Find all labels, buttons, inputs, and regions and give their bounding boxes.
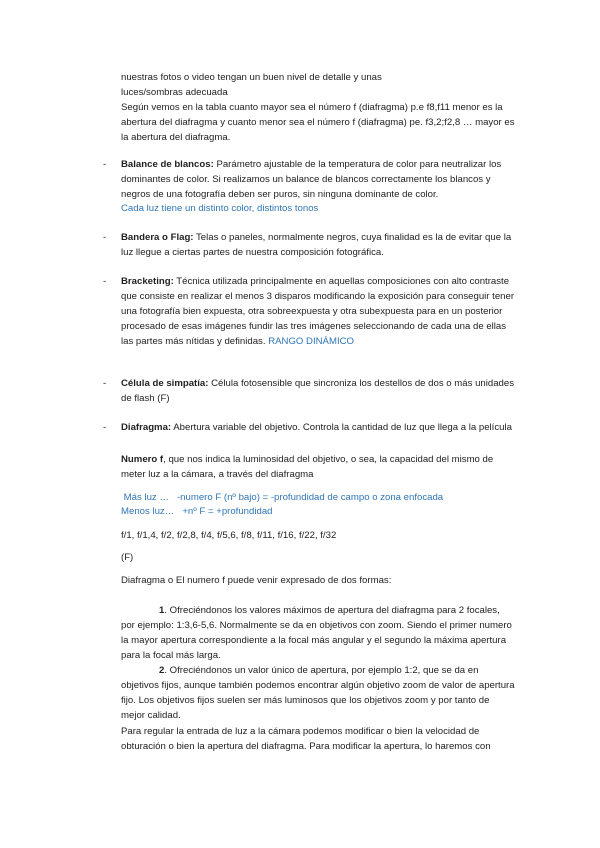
form-1-number: 1 (159, 605, 165, 616)
form-2-text: . Ofreciéndonos un valor único de apertura, por ejemplo 1:2, que se da en objetivos fijos, aunque también podemos encontrar algún objetivo zoom de valor de apertura fijo. Los objetivos fijos suelen ser más luminosos que los objetivos zoom y por tanto de mejor calidad. (121, 665, 515, 721)
bracketing-term: Bracketing: (121, 276, 174, 287)
closing-paragraph: Para regular la entrada de luz a la cámara podemos modificar o bien la velocidad de obturación o bien la apertura del diafragma. Para modificar la apertura, lo haremos con (121, 726, 491, 752)
luz-note-2: Menos luz… +nº F = +profundidad (121, 506, 273, 517)
f-stops-list: f/1, f/1,4, f/2, f/2,8, f/4, f/5,6, f/8, f/11, f/16, f/22, f/32 (121, 530, 337, 541)
bracketing-text: Técnica utilizada principalmente en aquellas composiciones con alto contraste que consiste en realizar el menos 3 disparos modificando la exposición para conseguir tener una fotografía bien expuesta, otra sobreexpuesta y otra subexpuesta para en un posterior procesado de esas imágenes fundir las tres imágenes seleccionando de cada una de ellas las partes más nítidas y definidas. (121, 276, 515, 347)
rango-dinamico-link[interactable]: RANGO DINÁMICO (268, 336, 355, 347)
bullet-dash: - (103, 159, 107, 170)
bandera-item (121, 230, 516, 260)
form-2-paragraph (121, 663, 516, 723)
balance-term: Balance de blancos: (121, 159, 214, 170)
bracketing-item (121, 274, 516, 349)
form-1-paragraph (121, 603, 516, 663)
balance-de-blancos-item (121, 157, 516, 202)
intro-line-1: nuestras fotos o video tengan un buen nivel de detalle y unas (121, 72, 382, 83)
diafragma-term: Diafragma: (121, 422, 172, 433)
celula-text: Célula fotosensible que sincroniza los destellos de dos o más unidades de flash (F) (121, 378, 515, 404)
bullet-dash: - (103, 232, 107, 243)
diafragma-text: Abertura variable del objetivo. Controla la cantidad de luz que llega a la película (171, 422, 512, 433)
form-1-text: . Ofreciéndonos los valores máximos de apertura del diafragma para 2 focales, por ejemplo: 1:3,6-5,6. Normalmente se da en objetivos con zoom. Siendo el primer numero la mayor apertura correspondiente a la focal más angular y el segundo la máxima apertura para la focal más larga. (121, 605, 512, 661)
numero-f-term: Numero f (121, 454, 164, 465)
celula-term: Célula de simpatía: (121, 378, 209, 389)
forms-intro: Diafragma o El numero f puede venir expresado de dos formas: (121, 575, 392, 586)
numero-f-paragraph (121, 452, 516, 482)
bullet-dash: - (103, 422, 107, 433)
form-2-number: 2 (159, 665, 165, 676)
bandera-text: Telas o paneles, normalmente negros, cuya finalidad es la de evitar que la luz llegue a ciertas partes de nuestra composición fotográfica. (121, 232, 512, 258)
intro-line-2: luces/sombras adecuada (121, 87, 228, 98)
numero-f-text: , que nos indica la luminosidad del objetivo, o sea, la capacidad del mismo de meter luz a la cámara, a través del diafragma (121, 454, 494, 480)
f-mark: (F) (121, 552, 134, 563)
bandera-term: Bandera o Flag: (121, 232, 194, 243)
bullet-dash: - (103, 276, 107, 287)
celula-item (121, 376, 516, 406)
intro-paragraph: Según vemos en la tabla cuanto mayor sea el número f (diafragma) p.e f8,f11 menor es la abertura del diafragma y cuanto menor sea el número f (diafragma) pe. f3,2;f2,8 … mayor es la abertura del diafragma. (121, 102, 515, 143)
luz-note-1: Más luz … -numero F (nº bajo) = -profundidad de campo o zona enfocada (121, 492, 444, 503)
bullet-dash: - (103, 378, 107, 389)
balance-note: Cada luz tiene un distinto color, distintos tonos (121, 203, 319, 214)
balance-text: Parámetro ajustable de la temperatura de color para neutralizar los dominantes de color. Si realizamos un balance de blancos correctamente los blancos y negros de una fotografía deben ser puros, sin ninguna dominante de color. (121, 159, 502, 200)
diafragma-item (121, 420, 516, 435)
